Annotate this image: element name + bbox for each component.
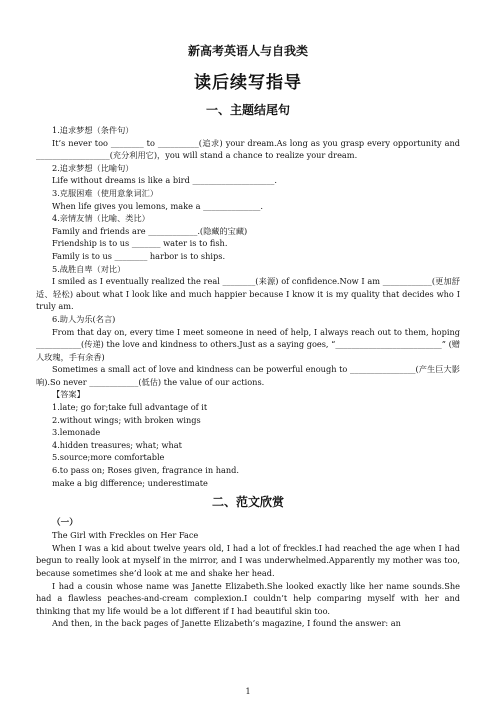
topic-4-label: 4.亲情友情（比喻、类比） (52, 213, 150, 224)
topic-1-text: It’s never too ________ to __________(追求) your dream.As long as you grasp every opportunity and __________________(充分利用它)，you will stand a chance to realize your dream. (36, 137, 460, 161)
answer-heading: 【答案】 (52, 389, 85, 400)
answer-4: 4.hidden treasures; what; what (52, 439, 182, 450)
story-title: The Girl with Freckles on Her Face (52, 530, 199, 541)
page-number: 1 (245, 687, 251, 696)
section-1-body (36, 124, 460, 489)
topic-6-text-a: From that day on, every time I meet someone in need of help, I always reach out to them, hoping ___________(传递) the love and kindness to others.Just as a saying goes, “__________________________” (赠人玫瑰，手有余香) (36, 326, 460, 362)
topic-5-label: 5.战胜自卑（对比） (52, 263, 126, 274)
topic-6-label: 6.助人为乐(名言) (52, 313, 116, 324)
answer-1: 1.late; go for;take full advantage of it (52, 402, 208, 413)
topic-5-text: I smiled as I eventually realized the real ________(来源) of confidence.Now I am ____________(更加舒适、轻松) about what I look like and much happier because I know it is my quality that decides who I truly am. (36, 276, 460, 312)
document-title: 读后续写指导 (194, 73, 302, 93)
topic-1-label: 1.追求梦想（条件句） (52, 125, 134, 135)
story-paragraph-3: And then, in the back pages of Janette Elizabeth’s magazine, I found the answer: an (52, 618, 401, 629)
topic-2-text: Life without dreams is like a bird ____________________. (52, 175, 277, 186)
topic-6-text-b: Sometimes a small act of love and kindness can be powerful enough to ________________(产生巨大影响).So never ____________(低估) the value of our actions. (36, 364, 460, 387)
answer-2: 2.without wings; with broken wings (52, 414, 201, 425)
topic-3-label: 3.克服困难（使用意象词汇） (52, 187, 159, 198)
topic-4-text-b: Friendship is to us _______ water is to fish. (52, 238, 228, 249)
answer-3: 3.lemonade (52, 427, 101, 438)
sample-number: （一） (52, 518, 78, 529)
section-heading-1: 一、主题结尾句 (205, 103, 290, 117)
topic-4-text-c: Family is to us ________ harbor is to ships. (52, 250, 226, 261)
document-subtitle: 新高考英语人与自我类 (187, 44, 308, 58)
topic-4-text-a: Family and friends are ____________.(隐藏的宝藏) (52, 225, 248, 236)
topic-2-label: 2.追求梦想（比喻句） (52, 162, 134, 173)
answer-6: 6.to pass on; Roses given, fragrance in hand. (52, 465, 240, 476)
story-paragraph-1: When I was a kid about twelve years old, I had a lot of freckles.I had reached the age when I had begun to really look at myself in the mirror, and I was underwhelmed.Apparently my mother was too, because sometimes she’d look at me and shake her head. (36, 542, 460, 578)
topic-3-text: When life gives you lemons, make a ______________. (52, 200, 263, 211)
answer-6-cont: make a big difference; underestimate (52, 477, 208, 488)
section-heading-2: 二、范文欣赏 (211, 495, 284, 510)
story-paragraph-2: I had a cousin whose name was Janette Elizabeth.She looked exactly like her name sounds.She had a flawless peaches-and-cream complexion.I couldn’t help comparing myself with her and thinking that my life would be a lot different if I had beautiful skin too. (36, 580, 460, 616)
answer-5: 5.source;more comfortable (52, 452, 165, 463)
